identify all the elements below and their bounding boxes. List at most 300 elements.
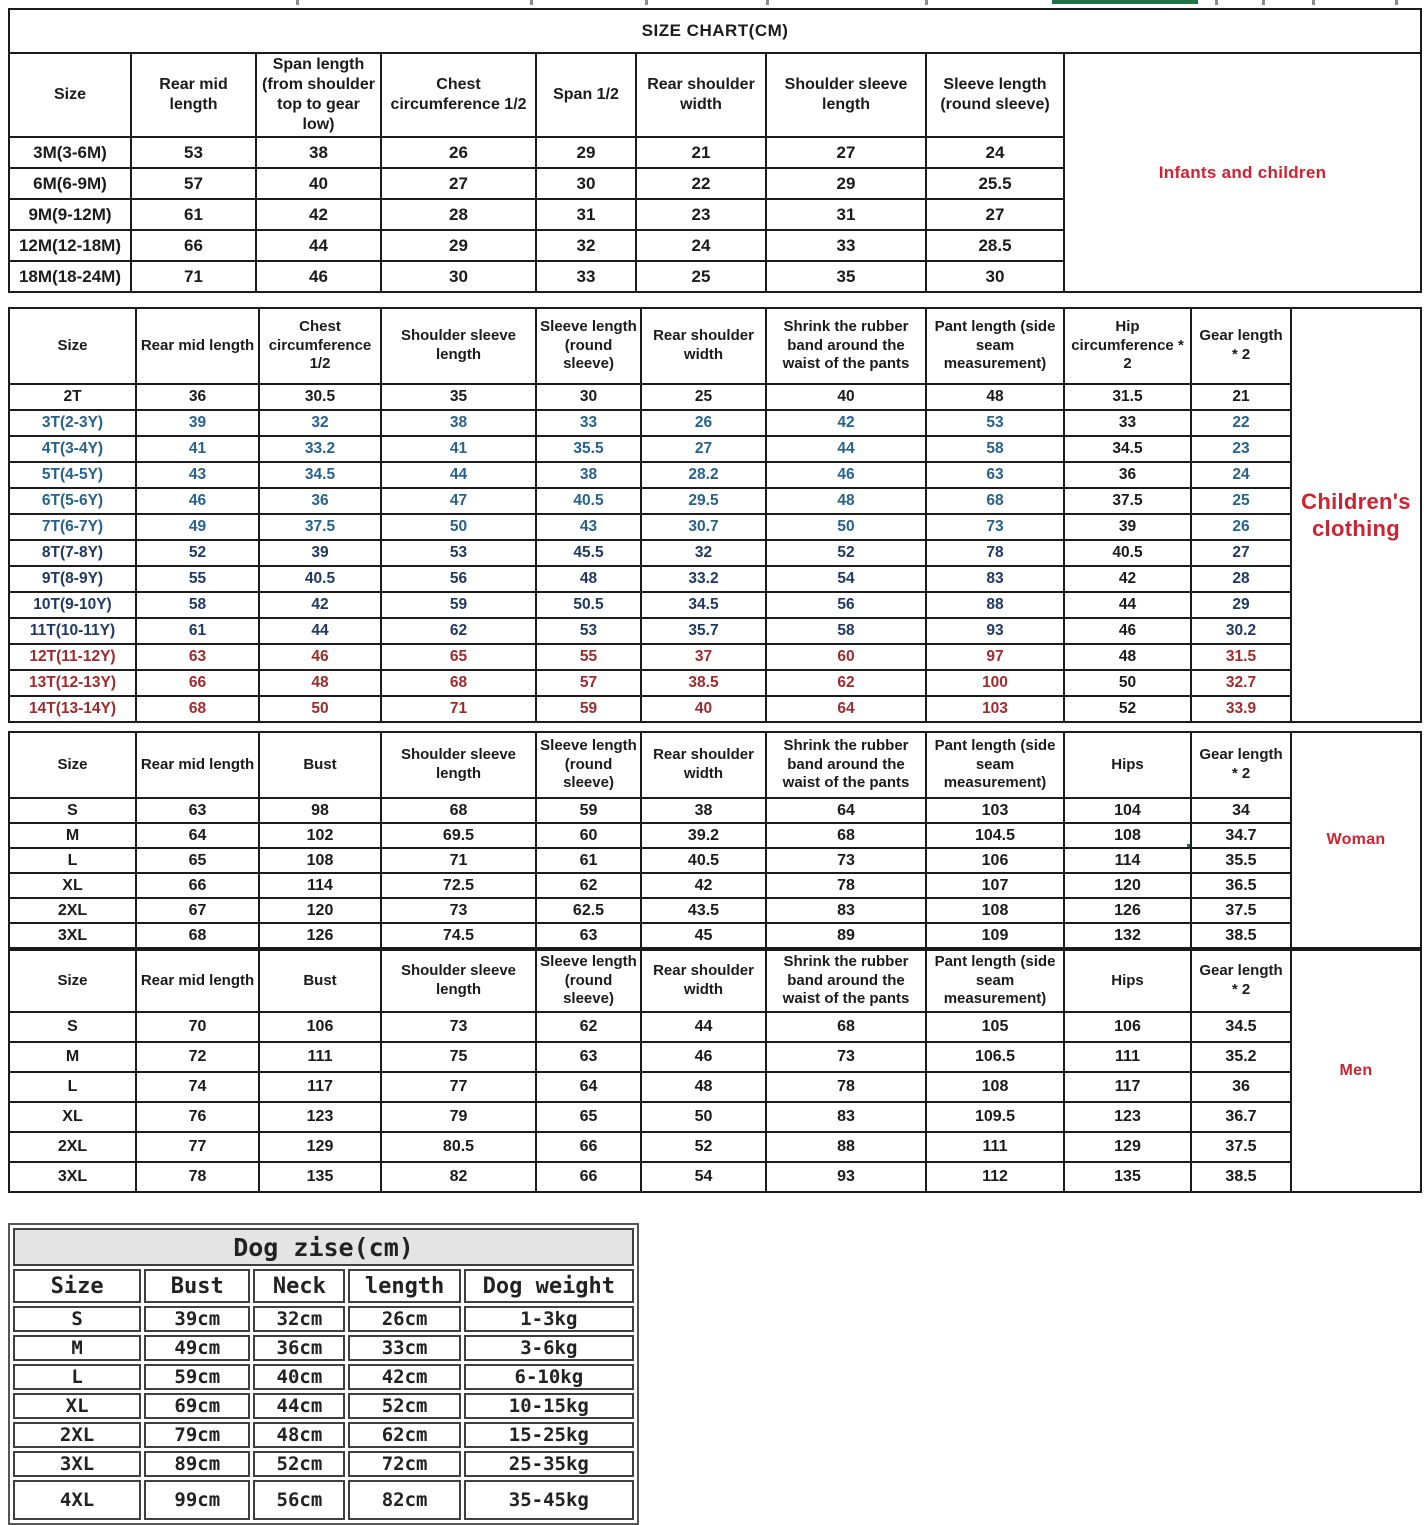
value-cell: 83 xyxy=(926,566,1064,592)
gridline-tick xyxy=(1312,0,1315,5)
value-cell: 34 xyxy=(1191,798,1291,823)
value-cell: 53 xyxy=(536,618,641,644)
column-header: Pant length (side seam measurement) xyxy=(926,732,1064,798)
value-cell: 100 xyxy=(926,670,1064,696)
value-cell: 50.5 xyxy=(536,592,641,618)
value-cell: 36.7 xyxy=(1191,1102,1291,1132)
column-header: Gear length * 2 xyxy=(1191,950,1291,1012)
value-cell: 77 xyxy=(136,1132,259,1162)
value-cell: 32 xyxy=(259,410,381,436)
value-cell: 28.2 xyxy=(641,462,766,488)
value-cell: 108 xyxy=(926,1072,1064,1102)
value-cell: 30 xyxy=(536,168,636,199)
value-cell: 39.2 xyxy=(641,823,766,848)
value-cell: 48 xyxy=(1064,644,1191,670)
size-cell: 4T(3-4Y) xyxy=(9,436,136,462)
value-cell: 65 xyxy=(136,848,259,873)
value-cell: 45.5 xyxy=(536,540,641,566)
value-cell: 44 xyxy=(1064,592,1191,618)
value-cell: 88 xyxy=(766,1132,926,1162)
size-cell: 12M(12-18M) xyxy=(9,230,131,261)
value-cell: 78 xyxy=(766,1072,926,1102)
size-cell: 3XL xyxy=(13,1451,141,1477)
column-header: Rear mid length xyxy=(131,53,256,137)
value-cell: 62 xyxy=(766,670,926,696)
size-cell: 4XL xyxy=(13,1480,141,1520)
value-cell: 67 xyxy=(136,898,259,923)
column-header: Shrink the rubber band around the waist of the pants xyxy=(766,950,926,1012)
value-cell: 44 xyxy=(381,462,536,488)
value-cell: 48 xyxy=(641,1072,766,1102)
value-cell: 114 xyxy=(259,873,381,898)
value-cell: 98 xyxy=(259,798,381,823)
value-cell: 26 xyxy=(381,137,536,168)
column-header: Size xyxy=(9,950,136,1012)
value-cell: 71 xyxy=(381,848,536,873)
value-cell: 62 xyxy=(536,1012,641,1042)
value-cell: 68 xyxy=(766,1012,926,1042)
column-selection-highlight xyxy=(1052,0,1198,4)
value-cell: 66 xyxy=(131,230,256,261)
size-cell: S xyxy=(9,1012,136,1042)
gridline-tick xyxy=(1262,0,1265,5)
value-cell: 40 xyxy=(766,384,926,410)
selected-cell: 108 xyxy=(1064,823,1191,848)
column-header: Sleeve length (round sleeve) xyxy=(926,53,1064,137)
value-cell: 33.2 xyxy=(641,566,766,592)
value-cell: 48 xyxy=(766,488,926,514)
column-header: Chest circumference 1/2 xyxy=(259,308,381,384)
value-cell: 62.5 xyxy=(536,898,641,923)
value-cell: 27 xyxy=(926,199,1064,230)
column-header: Rear shoulder width xyxy=(641,732,766,798)
value-cell: 63 xyxy=(536,923,641,948)
value-cell: 35-45kg xyxy=(464,1480,634,1520)
value-cell: 50 xyxy=(641,1102,766,1132)
value-cell: 59cm xyxy=(144,1364,250,1390)
value-cell: 97 xyxy=(926,644,1064,670)
value-cell: 40.5 xyxy=(536,488,641,514)
size-cell: 8T(7-8Y) xyxy=(9,540,136,566)
value-cell: 27 xyxy=(1191,540,1291,566)
value-cell: 50 xyxy=(381,514,536,540)
value-cell: 33 xyxy=(536,410,641,436)
value-cell: 78 xyxy=(766,873,926,898)
value-cell: 93 xyxy=(926,618,1064,644)
column-header: Span length (from shoulder top to gear low) xyxy=(256,53,381,137)
value-cell: 31.5 xyxy=(1064,384,1191,410)
value-cell: 65 xyxy=(536,1102,641,1132)
value-cell: 52 xyxy=(766,540,926,566)
column-header: Shoulder sleeve length xyxy=(381,732,536,798)
value-cell: 26 xyxy=(1191,514,1291,540)
column-header: Neck xyxy=(253,1269,345,1303)
size-cell: 2XL xyxy=(9,898,136,923)
value-cell: 111 xyxy=(259,1042,381,1072)
value-cell: 46 xyxy=(136,488,259,514)
value-cell: 62 xyxy=(381,618,536,644)
value-cell: 56 xyxy=(381,566,536,592)
value-cell: 60 xyxy=(536,823,641,848)
value-cell: 38 xyxy=(641,798,766,823)
value-cell: 52cm xyxy=(253,1451,345,1477)
value-cell: 35 xyxy=(381,384,536,410)
size-cell: L xyxy=(9,1072,136,1102)
infants-size-table xyxy=(8,8,1422,293)
size-cell: M xyxy=(9,1042,136,1072)
column-header: Rear shoulder width xyxy=(641,950,766,1012)
value-cell: 46 xyxy=(256,261,381,292)
value-cell: 43 xyxy=(136,462,259,488)
size-cell: L xyxy=(9,848,136,873)
value-cell: 53 xyxy=(926,410,1064,436)
value-cell: 83 xyxy=(766,1102,926,1132)
value-cell: 68 xyxy=(136,696,259,722)
value-cell: 102 xyxy=(259,823,381,848)
value-cell: 82cm xyxy=(348,1480,460,1520)
value-cell: 38 xyxy=(536,462,641,488)
value-cell: 40 xyxy=(256,168,381,199)
value-cell: 35.2 xyxy=(1191,1042,1291,1072)
size-cell: 6M(6-9M) xyxy=(9,168,131,199)
column-header: Gear length * 2 xyxy=(1191,732,1291,798)
value-cell: 111 xyxy=(1064,1042,1191,1072)
value-cell: 123 xyxy=(1064,1102,1191,1132)
value-cell: 74 xyxy=(136,1072,259,1102)
value-cell: 58 xyxy=(766,618,926,644)
value-cell: 45 xyxy=(641,923,766,948)
column-header: Shoulder sleeve length xyxy=(766,53,926,137)
value-cell: 44 xyxy=(766,436,926,462)
value-cell: 21 xyxy=(636,137,766,168)
value-cell: 66 xyxy=(136,670,259,696)
value-cell: 104.5 xyxy=(926,823,1064,848)
value-cell: 39 xyxy=(259,540,381,566)
value-cell: 36 xyxy=(1191,1072,1291,1102)
value-cell: 32.7 xyxy=(1191,670,1291,696)
value-cell: 109 xyxy=(926,923,1064,948)
dog-table-title: Dog zise(cm) xyxy=(13,1228,634,1266)
value-cell: 82 xyxy=(381,1162,536,1192)
value-cell: 48 xyxy=(259,670,381,696)
value-cell: 75 xyxy=(381,1042,536,1072)
value-cell: 31 xyxy=(766,199,926,230)
value-cell: 40 xyxy=(641,696,766,722)
value-cell: 112 xyxy=(926,1162,1064,1192)
column-header: Gear length * 2 xyxy=(1191,308,1291,384)
value-cell: 27 xyxy=(766,137,926,168)
value-cell: 73 xyxy=(766,1042,926,1072)
value-cell: 41 xyxy=(381,436,536,462)
value-cell: 36 xyxy=(259,488,381,514)
value-cell: 29 xyxy=(766,168,926,199)
value-cell: 50 xyxy=(766,514,926,540)
value-cell: 44cm xyxy=(253,1393,345,1419)
value-cell: 36.5 xyxy=(1191,873,1291,898)
column-header: Shoulder sleeve length xyxy=(381,950,536,1012)
value-cell: 30.2 xyxy=(1191,618,1291,644)
value-cell: 117 xyxy=(1064,1072,1191,1102)
size-cell: 12T(11-12Y) xyxy=(9,644,136,670)
value-cell: 42 xyxy=(641,873,766,898)
value-cell: 64 xyxy=(766,798,926,823)
value-cell: 77 xyxy=(381,1072,536,1102)
value-cell: 72cm xyxy=(348,1451,460,1477)
column-header: Hips xyxy=(1064,732,1191,798)
value-cell: 57 xyxy=(536,670,641,696)
value-cell: 38.5 xyxy=(641,670,766,696)
value-cell: 28.5 xyxy=(926,230,1064,261)
value-cell: 109.5 xyxy=(926,1102,1064,1132)
value-cell: 108 xyxy=(926,898,1064,923)
column-header: Shrink the rubber band around the waist of the pants xyxy=(766,732,926,798)
value-cell: 32cm xyxy=(253,1306,345,1332)
size-cell: XL xyxy=(9,1102,136,1132)
column-header: Rear mid length xyxy=(136,308,259,384)
value-cell: 24 xyxy=(1191,462,1291,488)
column-header: Dog weight xyxy=(464,1269,634,1303)
column-header: Pant length (side seam measurement) xyxy=(926,308,1064,384)
value-cell: 46 xyxy=(1064,618,1191,644)
value-cell: 74.5 xyxy=(381,923,536,948)
value-cell: 59 xyxy=(381,592,536,618)
gridline-tick xyxy=(1395,0,1398,5)
value-cell: 50 xyxy=(259,696,381,722)
value-cell: 62cm xyxy=(348,1422,460,1448)
group-label: Infants and children xyxy=(1064,53,1421,292)
children-size-table xyxy=(8,307,1422,723)
value-cell: 57 xyxy=(131,168,256,199)
value-cell: 66 xyxy=(136,873,259,898)
value-cell: 93 xyxy=(766,1162,926,1192)
value-cell: 132 xyxy=(1064,923,1191,948)
value-cell: 40.5 xyxy=(1064,540,1191,566)
value-cell: 39cm xyxy=(144,1306,250,1332)
value-cell: 10-15kg xyxy=(464,1393,634,1419)
value-cell: 49 xyxy=(136,514,259,540)
value-cell: 44 xyxy=(259,618,381,644)
value-cell: 126 xyxy=(1064,898,1191,923)
value-cell: 15-25kg xyxy=(464,1422,634,1448)
value-cell: 56 xyxy=(766,592,926,618)
size-cell: 3XL xyxy=(9,923,136,948)
value-cell: 79 xyxy=(381,1102,536,1132)
value-cell: 47 xyxy=(381,488,536,514)
value-cell: 44 xyxy=(256,230,381,261)
value-cell: 33cm xyxy=(348,1335,460,1361)
column-header: Hips xyxy=(1064,950,1191,1012)
value-cell: 40.5 xyxy=(259,566,381,592)
value-cell: 42 xyxy=(256,199,381,230)
value-cell: 76 xyxy=(136,1102,259,1132)
value-cell: 80.5 xyxy=(381,1132,536,1162)
value-cell: 123 xyxy=(259,1102,381,1132)
value-cell: 78 xyxy=(926,540,1064,566)
value-cell: 22 xyxy=(1191,410,1291,436)
value-cell: 37.5 xyxy=(1191,898,1291,923)
size-cell: 2XL xyxy=(13,1422,141,1448)
value-cell: 59 xyxy=(536,696,641,722)
value-cell: 52 xyxy=(136,540,259,566)
value-cell: 29 xyxy=(381,230,536,261)
group-label: Men xyxy=(1291,950,1421,1192)
value-cell: 1-3kg xyxy=(464,1306,634,1332)
size-cell: 9M(9-12M) xyxy=(9,199,131,230)
column-header: Bust xyxy=(259,732,381,798)
value-cell: 40.5 xyxy=(641,848,766,873)
value-cell: 35.5 xyxy=(536,436,641,462)
value-cell: 79cm xyxy=(144,1422,250,1448)
size-cell: 7T(6-7Y) xyxy=(9,514,136,540)
size-cell: 9T(8-9Y) xyxy=(9,566,136,592)
column-header: Span 1/2 xyxy=(536,53,636,137)
dog-size-table-frame xyxy=(8,1223,639,1525)
column-header: Shrink the rubber band around the waist of the pants xyxy=(766,308,926,384)
value-cell: 38.5 xyxy=(1191,923,1291,948)
value-cell: 52 xyxy=(641,1132,766,1162)
column-header: length xyxy=(348,1269,460,1303)
column-header: Sleeve length (round sleeve) xyxy=(536,308,641,384)
value-cell: 89 xyxy=(766,923,926,948)
value-cell: 27 xyxy=(641,436,766,462)
value-cell: 135 xyxy=(259,1162,381,1192)
value-cell: 48 xyxy=(536,566,641,592)
value-cell: 104 xyxy=(1064,798,1191,823)
value-cell: 52 xyxy=(1064,696,1191,722)
value-cell: 25.5 xyxy=(926,168,1064,199)
value-cell: 70 xyxy=(136,1012,259,1042)
value-cell: 23 xyxy=(1191,436,1291,462)
value-cell: 33 xyxy=(536,261,636,292)
size-cell: XL xyxy=(13,1393,141,1419)
value-cell: 36 xyxy=(136,384,259,410)
value-cell: 66 xyxy=(536,1162,641,1192)
value-cell: 58 xyxy=(136,592,259,618)
value-cell: 35 xyxy=(766,261,926,292)
value-cell: 30.5 xyxy=(259,384,381,410)
value-cell: 120 xyxy=(1064,873,1191,898)
value-cell: 34.7 xyxy=(1191,823,1291,848)
gridline-tick xyxy=(925,0,928,5)
value-cell: 65 xyxy=(381,644,536,670)
value-cell: 68 xyxy=(381,670,536,696)
value-cell: 54 xyxy=(766,566,926,592)
value-cell: 43.5 xyxy=(641,898,766,923)
column-header: Rear mid length xyxy=(136,732,259,798)
value-cell: 31.5 xyxy=(1191,644,1291,670)
gridline-tick xyxy=(766,0,769,5)
value-cell: 42 xyxy=(259,592,381,618)
gridline-tick xyxy=(1215,0,1218,5)
value-cell: 39 xyxy=(136,410,259,436)
value-cell: 61 xyxy=(131,199,256,230)
value-cell: 72 xyxy=(136,1042,259,1072)
value-cell: 129 xyxy=(259,1132,381,1162)
value-cell: 25-35kg xyxy=(464,1451,634,1477)
value-cell: 66 xyxy=(536,1132,641,1162)
value-cell: 29 xyxy=(1191,592,1291,618)
value-cell: 25 xyxy=(636,261,766,292)
value-cell: 38 xyxy=(381,410,536,436)
column-header: Rear shoulder width xyxy=(641,308,766,384)
value-cell: 27 xyxy=(381,168,536,199)
size-cell: M xyxy=(9,823,136,848)
size-cell: 2T xyxy=(9,384,136,410)
gridline-tick xyxy=(530,0,533,5)
value-cell: 63 xyxy=(136,644,259,670)
value-cell: 29 xyxy=(536,137,636,168)
value-cell: 25 xyxy=(1191,488,1291,514)
value-cell: 56cm xyxy=(253,1480,345,1520)
value-cell: 30 xyxy=(926,261,1064,292)
value-cell: 26 xyxy=(641,410,766,436)
value-cell: 63 xyxy=(536,1042,641,1072)
value-cell: 68 xyxy=(926,488,1064,514)
value-cell: 33 xyxy=(766,230,926,261)
value-cell: 126 xyxy=(259,923,381,948)
value-cell: 62 xyxy=(536,873,641,898)
value-cell: 60 xyxy=(766,644,926,670)
value-cell: 32 xyxy=(536,230,636,261)
value-cell: 24 xyxy=(926,137,1064,168)
column-header: Size xyxy=(9,53,131,137)
value-cell: 29.5 xyxy=(641,488,766,514)
value-cell: 37.5 xyxy=(1064,488,1191,514)
value-cell: 25 xyxy=(641,384,766,410)
value-cell: 55 xyxy=(136,566,259,592)
value-cell: 33.9 xyxy=(1191,696,1291,722)
value-cell: 30 xyxy=(536,384,641,410)
value-cell: 35.5 xyxy=(1191,848,1291,873)
value-cell: 61 xyxy=(536,848,641,873)
column-header: Chest circumference 1/2 xyxy=(381,53,536,137)
value-cell: 41 xyxy=(136,436,259,462)
value-cell: 120 xyxy=(259,898,381,923)
value-cell: 36cm xyxy=(253,1335,345,1361)
value-cell: 105 xyxy=(926,1012,1064,1042)
column-header: Size xyxy=(9,308,136,384)
gridline-tick xyxy=(296,0,299,5)
value-cell: 6-10kg xyxy=(464,1364,634,1390)
value-cell: 88 xyxy=(926,592,1064,618)
column-header: Sleeve length (round sleeve) xyxy=(536,732,641,798)
value-cell: 49cm xyxy=(144,1335,250,1361)
size-cell: 3XL xyxy=(9,1162,136,1192)
dog-size-table xyxy=(10,1225,637,1523)
size-cell: 14T(13-14Y) xyxy=(9,696,136,722)
woman-size-table xyxy=(8,731,1422,949)
value-cell: 44 xyxy=(641,1012,766,1042)
value-cell: 37 xyxy=(641,644,766,670)
value-cell: 64 xyxy=(766,696,926,722)
value-cell: 111 xyxy=(926,1132,1064,1162)
value-cell: 59 xyxy=(536,798,641,823)
value-cell: 52cm xyxy=(348,1393,460,1419)
column-header: Rear shoulder width xyxy=(636,53,766,137)
value-cell: 106 xyxy=(259,1012,381,1042)
value-cell: 63 xyxy=(926,462,1064,488)
value-cell: 34.5 xyxy=(259,462,381,488)
value-cell: 33 xyxy=(1064,410,1191,436)
value-cell: 36 xyxy=(1064,462,1191,488)
value-cell: 28 xyxy=(1191,566,1291,592)
value-cell: 114 xyxy=(1064,848,1191,873)
size-cell: 6T(5-6Y) xyxy=(9,488,136,514)
size-cell: 3T(2-3Y) xyxy=(9,410,136,436)
size-cell: 3M(3-6M) xyxy=(9,137,131,168)
value-cell: 71 xyxy=(131,261,256,292)
size-cell: 13T(12-13Y) xyxy=(9,670,136,696)
